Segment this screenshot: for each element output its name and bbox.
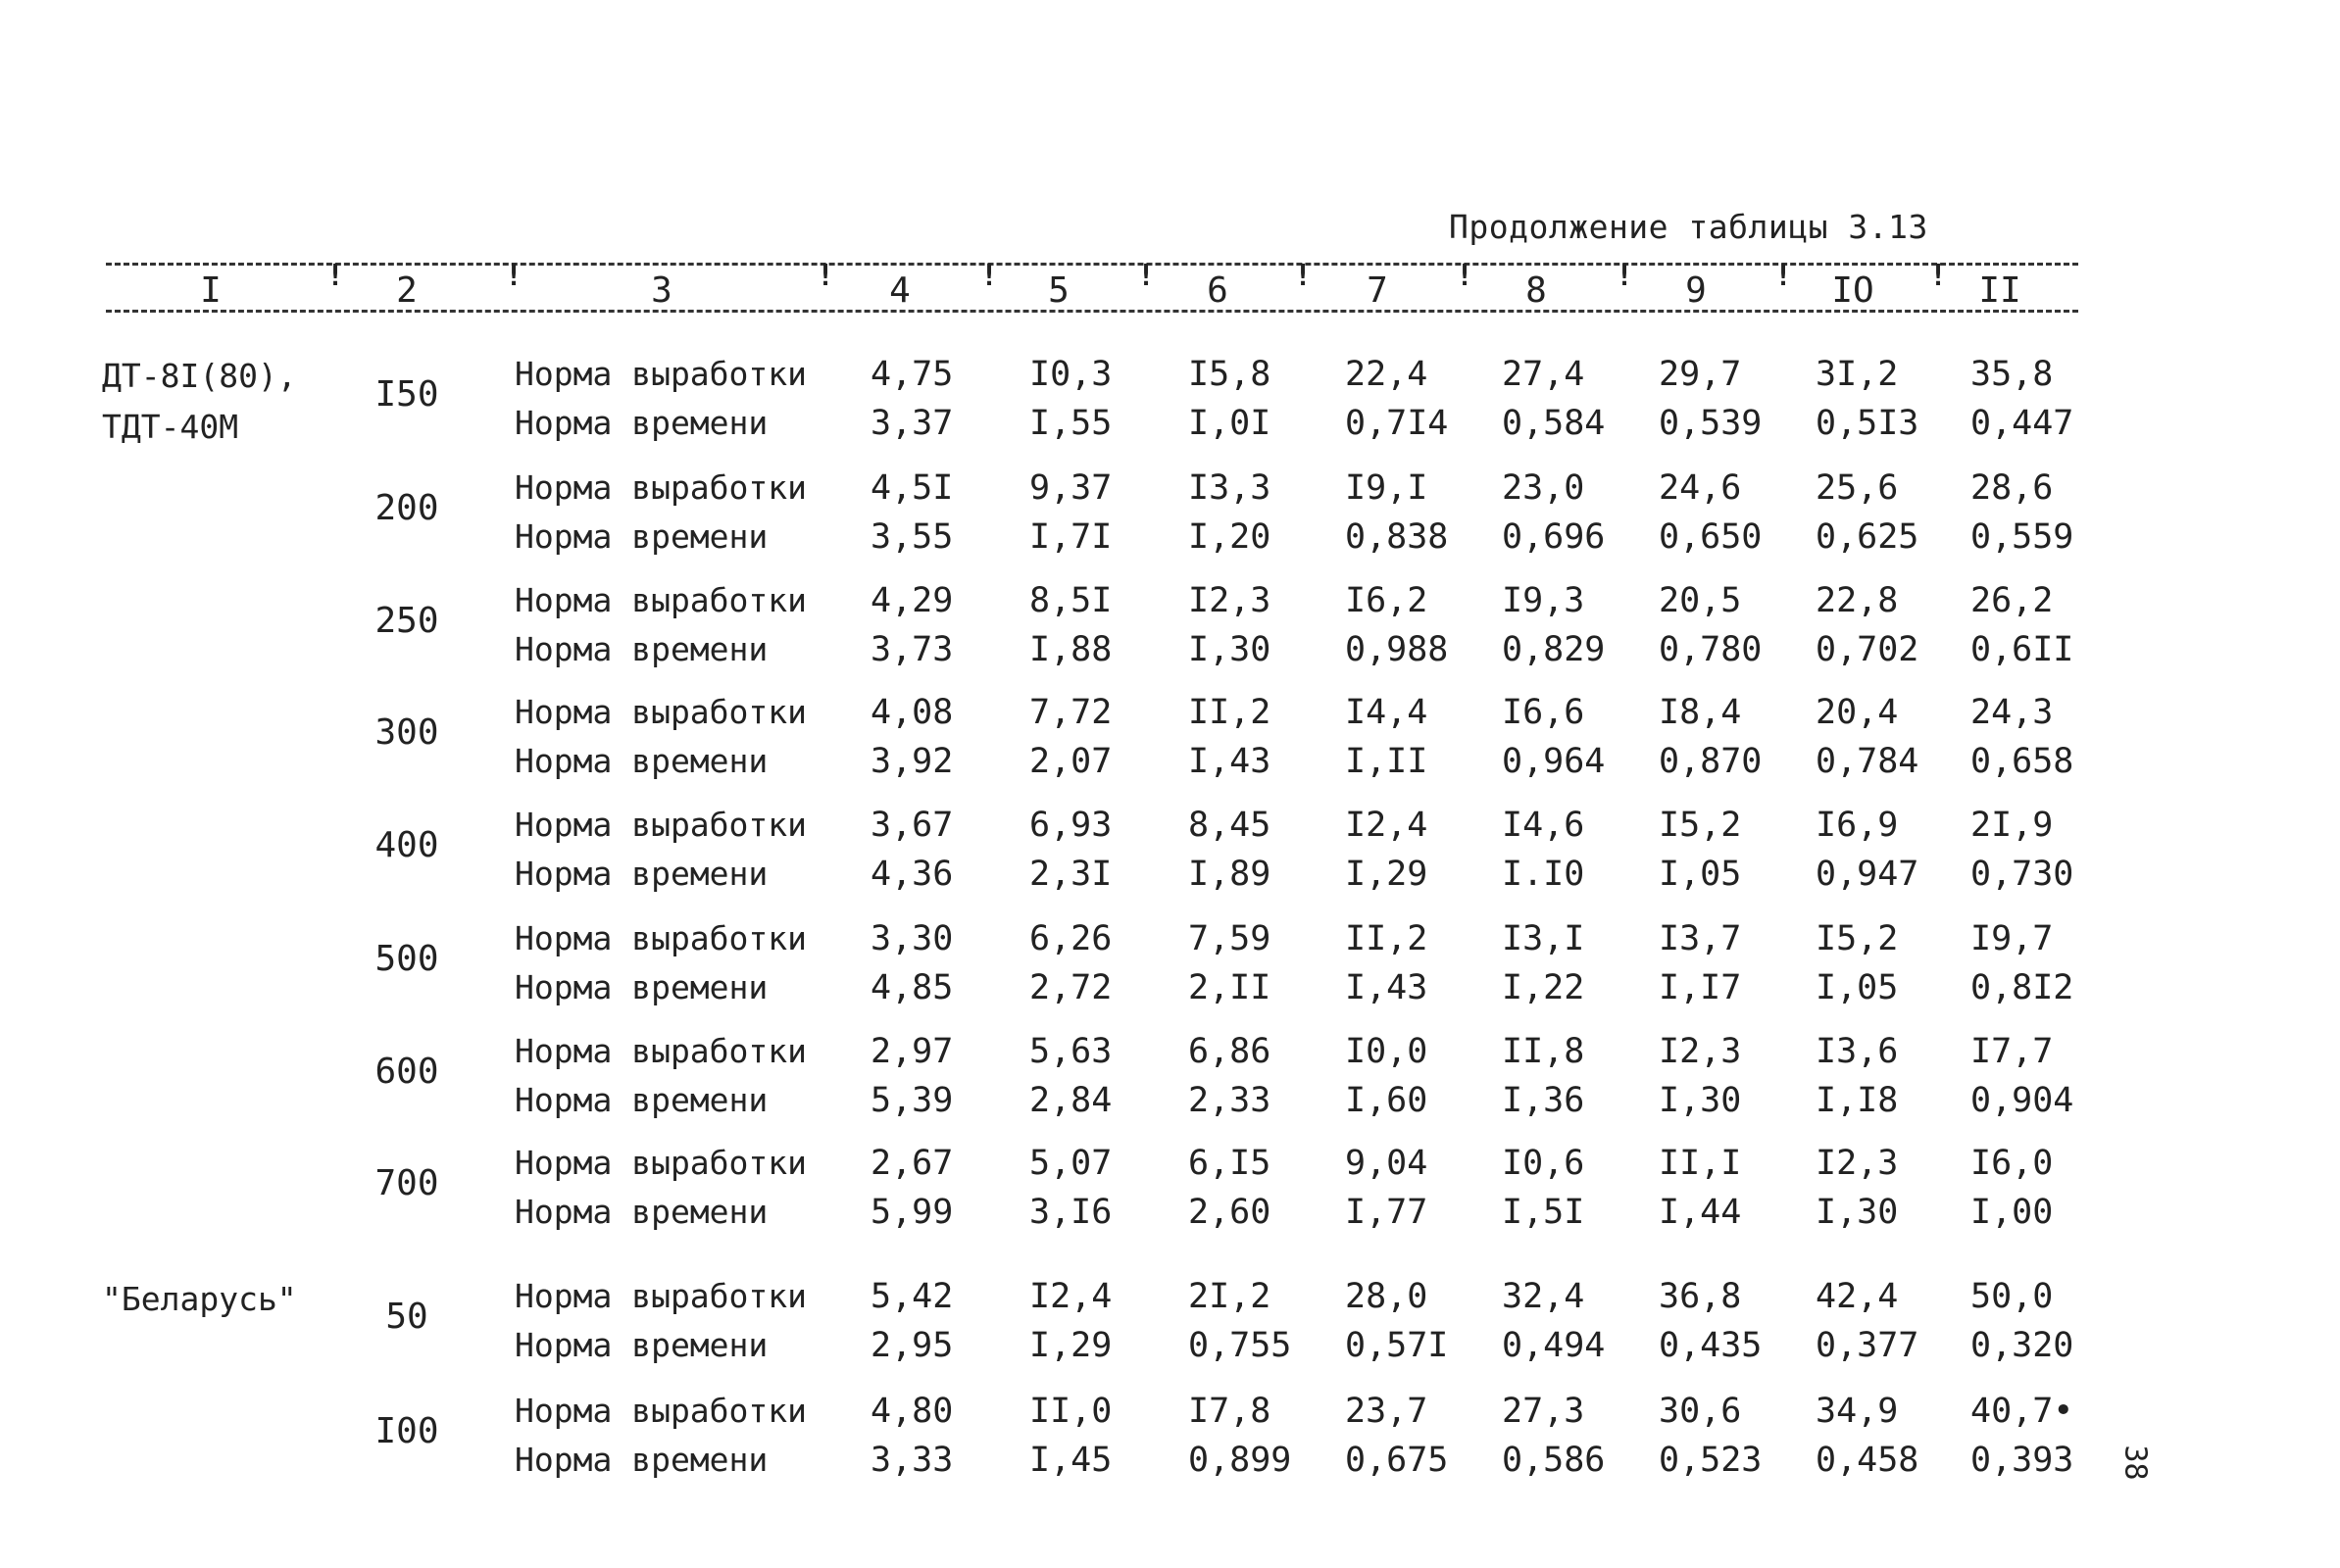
column-header-7: 7 <box>1367 270 1388 311</box>
table-row-group <box>0 806 2340 913</box>
time-norm-cell: 0,5I3 <box>1816 404 1919 443</box>
output-norm-cell: 7,72 <box>1029 693 1113 732</box>
time-norm-cell: 0,829 <box>1502 630 1606 669</box>
time-norm-cell: 0,586 <box>1502 1441 1606 1480</box>
time-norm-label: Норма времени <box>515 1193 769 1231</box>
time-norm-cell: 2,3I <box>1029 855 1113 894</box>
output-norm-cell: I5,2 <box>1659 806 1742 845</box>
output-norm-cell: 5,07 <box>1029 1144 1113 1183</box>
output-norm-cell: 7,59 <box>1188 919 1271 958</box>
output-norm-cell: I2,4 <box>1029 1277 1113 1316</box>
output-norm-cell: I9,7 <box>1970 919 2054 958</box>
time-norm-cell: 2,60 <box>1188 1193 1271 1232</box>
time-norm-label: Норма времени <box>515 742 769 780</box>
output-norm-cell: 24,3 <box>1970 693 2054 732</box>
output-norm-cell: I6,2 <box>1345 581 1428 620</box>
output-norm-cell: I6,9 <box>1816 806 1899 845</box>
output-norm-cell: I7,7 <box>1970 1032 2054 1071</box>
time-norm-cell: 4,85 <box>871 968 954 1007</box>
column-header-4: 4 <box>889 270 911 311</box>
time-norm-cell: 0,899 <box>1188 1441 1292 1480</box>
time-norm-cell: I,30 <box>1816 1193 1899 1232</box>
time-norm-cell: 0,7I4 <box>1345 404 1449 443</box>
column-header-10: IO <box>1831 270 1874 311</box>
output-norm-cell: 2,67 <box>871 1144 954 1183</box>
output-norm-cell: I7,8 <box>1188 1392 1271 1431</box>
output-norm-cell: II,0 <box>1029 1392 1113 1431</box>
time-norm-label: Норма времени <box>515 968 769 1006</box>
time-norm-label: Норма времени <box>515 1326 769 1364</box>
output-norm-cell: 22,4 <box>1345 355 1428 394</box>
table-row-group <box>0 1392 2340 1499</box>
time-norm-cell: 0,539 <box>1659 404 1763 443</box>
output-norm-cell: 9,04 <box>1345 1144 1428 1183</box>
time-norm-cell: I,88 <box>1029 630 1113 669</box>
output-norm-cell: I3,3 <box>1188 468 1271 508</box>
time-norm-cell: 2,II <box>1188 968 1271 1007</box>
time-norm-cell: I,I7 <box>1659 968 1742 1007</box>
time-norm-label: Норма времени <box>515 1441 769 1479</box>
depth-value: I00 <box>374 1411 439 1451</box>
time-norm-cell: 3,92 <box>871 742 954 781</box>
output-norm-label: Норма выработки <box>515 1392 808 1430</box>
output-norm-cell: 3,67 <box>871 806 954 845</box>
time-norm-cell: I,5I <box>1502 1193 1585 1232</box>
table-row-group <box>0 1277 2340 1385</box>
output-norm-cell: 27,4 <box>1502 355 1585 394</box>
time-norm-cell: 0,458 <box>1816 1441 1919 1480</box>
column-separator: ! <box>980 259 999 293</box>
output-norm-cell: 42,4 <box>1816 1277 1899 1316</box>
time-norm-cell: 0,650 <box>1659 517 1763 557</box>
time-norm-cell: I,00 <box>1970 1193 2054 1232</box>
output-norm-cell: 6,I5 <box>1188 1144 1271 1183</box>
table-row-group <box>0 693 2340 801</box>
depth-value: 250 <box>374 601 439 641</box>
column-header-8: 8 <box>1525 270 1547 311</box>
time-norm-label: Норма времени <box>515 1081 769 1119</box>
column-separator: ! <box>1616 259 1634 293</box>
output-norm-cell: 23,0 <box>1502 468 1585 508</box>
time-norm-cell: I,89 <box>1188 855 1271 894</box>
time-norm-label: Норма времени <box>515 404 769 442</box>
column-header-5: 5 <box>1048 270 1070 311</box>
output-norm-cell: 20,4 <box>1816 693 1899 732</box>
table-row-group <box>0 355 2340 463</box>
output-norm-cell: I9,3 <box>1502 581 1585 620</box>
time-norm-cell: 5,99 <box>871 1193 954 1232</box>
time-norm-cell: 0,6II <box>1970 630 2074 669</box>
output-norm-cell: II,2 <box>1345 919 1428 958</box>
output-norm-cell: 3I,2 <box>1816 355 1899 394</box>
output-norm-cell: 6,26 <box>1029 919 1113 958</box>
time-norm-cell: I,29 <box>1345 855 1428 894</box>
output-norm-cell: 2I,9 <box>1970 806 2054 845</box>
time-norm-cell: 0,755 <box>1188 1326 1292 1365</box>
time-norm-cell: I,7I <box>1029 517 1113 557</box>
depth-value: 300 <box>374 712 439 753</box>
time-norm-cell: 2,33 <box>1188 1081 1271 1120</box>
output-norm-cell: 28,0 <box>1345 1277 1428 1316</box>
time-norm-cell: 0,559 <box>1970 517 2074 557</box>
table-row-group <box>0 1144 2340 1251</box>
output-norm-label: Норма выработки <box>515 1277 808 1315</box>
output-norm-cell: 8,45 <box>1188 806 1271 845</box>
time-norm-cell: 0,584 <box>1502 404 1606 443</box>
time-norm-cell: I,I8 <box>1816 1081 1899 1120</box>
output-norm-cell: I6,0 <box>1970 1144 2054 1183</box>
output-norm-cell: 23,7 <box>1345 1392 1428 1431</box>
time-norm-cell: 0,57I <box>1345 1326 1449 1365</box>
table-row-group <box>0 1032 2340 1140</box>
tractor-name-dt81: ДТ-8I(80), ТДТ-40М <box>102 357 297 446</box>
output-norm-cell: I4,4 <box>1345 693 1428 732</box>
output-norm-cell: I4,6 <box>1502 806 1585 845</box>
output-norm-cell: 4,80 <box>871 1392 954 1431</box>
time-norm-cell: 3,33 <box>871 1441 954 1480</box>
depth-value: 50 <box>385 1297 428 1337</box>
time-norm-cell: 0,658 <box>1970 742 2074 781</box>
time-norm-cell: 0,696 <box>1502 517 1606 557</box>
output-norm-cell: I2,3 <box>1659 1032 1742 1071</box>
page-number: 38 <box>2117 1445 2153 1481</box>
output-norm-label: Норма выработки <box>515 1032 808 1070</box>
output-norm-cell: 5,42 <box>871 1277 954 1316</box>
time-norm-cell: I,43 <box>1188 742 1271 781</box>
table-row-group <box>0 581 2340 689</box>
time-norm-cell: 0,8I2 <box>1970 968 2074 1007</box>
time-norm-cell: I,30 <box>1188 630 1271 669</box>
time-norm-cell: 0,904 <box>1970 1081 2074 1120</box>
time-norm-cell: I,55 <box>1029 404 1113 443</box>
time-norm-cell: 0,780 <box>1659 630 1763 669</box>
output-norm-cell: I0,0 <box>1345 1032 1428 1071</box>
time-norm-label: Норма времени <box>515 855 769 893</box>
time-norm-cell: I,30 <box>1659 1081 1742 1120</box>
column-separator: ! <box>326 259 345 293</box>
output-norm-label: Норма выработки <box>515 919 808 957</box>
time-norm-cell: 3,I6 <box>1029 1193 1113 1232</box>
output-norm-cell: 6,93 <box>1029 806 1113 845</box>
output-norm-cell: II,2 <box>1188 693 1271 732</box>
output-norm-cell: 24,6 <box>1659 468 1742 508</box>
time-norm-cell: I,0I <box>1188 404 1271 443</box>
column-separator: ! <box>1774 259 1793 293</box>
output-norm-cell: 28,6 <box>1970 468 2054 508</box>
column-separator: ! <box>1137 259 1156 293</box>
column-separator: ! <box>505 259 523 293</box>
output-norm-cell: 26,2 <box>1970 581 2054 620</box>
time-norm-cell: I,II <box>1345 742 1428 781</box>
time-norm-cell: I,77 <box>1345 1193 1428 1232</box>
output-norm-cell: I3,7 <box>1659 919 1742 958</box>
table-row-group <box>0 919 2340 1027</box>
output-norm-cell: II,I <box>1659 1144 1742 1183</box>
output-norm-cell: 3,30 <box>871 919 954 958</box>
column-separator: ! <box>817 259 835 293</box>
time-norm-cell: 3,37 <box>871 404 954 443</box>
time-norm-cell: 5,39 <box>871 1081 954 1120</box>
output-norm-cell: 29,7 <box>1659 355 1742 394</box>
output-norm-cell: I5,2 <box>1816 919 1899 958</box>
output-norm-cell: 32,4 <box>1502 1277 1585 1316</box>
output-norm-cell: I3,I <box>1502 919 1585 958</box>
column-header-3: 3 <box>651 270 672 311</box>
output-norm-cell: 2I,2 <box>1188 1277 1271 1316</box>
depth-value: I50 <box>374 374 439 415</box>
output-norm-cell: 25,6 <box>1816 468 1899 508</box>
time-norm-cell: 0,447 <box>1970 404 2074 443</box>
output-norm-label: Норма выработки <box>515 806 808 844</box>
time-norm-cell: 0,988 <box>1345 630 1449 669</box>
time-norm-cell: 0,393 <box>1970 1441 2074 1480</box>
output-norm-cell: 36,8 <box>1659 1277 1742 1316</box>
column-separator: ! <box>1456 259 1474 293</box>
time-norm-cell: 0,838 <box>1345 517 1449 557</box>
time-norm-cell: 0,730 <box>1970 855 2074 894</box>
time-norm-cell: 0,320 <box>1970 1326 2074 1365</box>
time-norm-cell: I,45 <box>1029 1441 1113 1480</box>
output-norm-cell: 40,7• <box>1970 1392 2074 1431</box>
output-norm-cell: I0,6 <box>1502 1144 1585 1183</box>
time-norm-cell: I,36 <box>1502 1081 1585 1120</box>
time-norm-cell: I,05 <box>1816 968 1899 1007</box>
time-norm-label: Норма времени <box>515 630 769 668</box>
time-norm-cell: 0,523 <box>1659 1441 1763 1480</box>
output-norm-cell: II,8 <box>1502 1032 1585 1071</box>
output-norm-cell: 35,8 <box>1970 355 2054 394</box>
column-separator: ! <box>1294 259 1313 293</box>
output-norm-cell: I5,8 <box>1188 355 1271 394</box>
output-norm-label: Норма выработки <box>515 355 808 393</box>
time-norm-cell: I,60 <box>1345 1081 1428 1120</box>
time-norm-cell: 0,784 <box>1816 742 1919 781</box>
output-norm-cell: 6,86 <box>1188 1032 1271 1071</box>
output-norm-label: Норма выработки <box>515 1144 808 1182</box>
output-norm-cell: I2,3 <box>1188 581 1271 620</box>
output-norm-cell: 20,5 <box>1659 581 1742 620</box>
time-norm-label: Норма времени <box>515 517 769 556</box>
time-norm-cell: 0,625 <box>1816 517 1919 557</box>
output-norm-label: Норма выработки <box>515 693 808 731</box>
output-norm-cell: 30,6 <box>1659 1392 1742 1431</box>
time-norm-cell: 0,964 <box>1502 742 1606 781</box>
column-header-9: 9 <box>1685 270 1707 311</box>
time-norm-cell: 2,72 <box>1029 968 1113 1007</box>
output-norm-label: Норма выработки <box>515 468 808 507</box>
time-norm-cell: I,05 <box>1659 855 1742 894</box>
table-row-group <box>0 468 2340 576</box>
time-norm-cell: I,44 <box>1659 1193 1742 1232</box>
time-norm-cell: 2,95 <box>871 1326 954 1365</box>
depth-value: 500 <box>374 939 439 979</box>
output-norm-cell: 4,08 <box>871 693 954 732</box>
output-norm-cell: 4,29 <box>871 581 954 620</box>
output-norm-cell: 27,3 <box>1502 1392 1585 1431</box>
table-caption: Продолжение таблицы 3.13 <box>1449 208 1928 246</box>
output-norm-cell: I6,6 <box>1502 693 1585 732</box>
time-norm-cell: I,20 <box>1188 517 1271 557</box>
time-norm-cell: 2,84 <box>1029 1081 1113 1120</box>
time-norm-cell: 3,73 <box>871 630 954 669</box>
output-norm-label: Норма выработки <box>515 581 808 619</box>
time-norm-cell: 0,435 <box>1659 1326 1763 1365</box>
time-norm-cell: I,29 <box>1029 1326 1113 1365</box>
time-norm-cell: I.I0 <box>1502 855 1585 894</box>
tractor-name-belarus: "Беларусь" <box>102 1280 297 1318</box>
column-header-6: 6 <box>1207 270 1228 311</box>
time-norm-cell: 4,36 <box>871 855 954 894</box>
output-norm-cell: 2,97 <box>871 1032 954 1071</box>
time-norm-cell: 0,870 <box>1659 742 1763 781</box>
column-separator: ! <box>1929 259 1948 293</box>
column-header-11: II <box>1978 270 2021 311</box>
output-norm-cell: I2,3 <box>1816 1144 1899 1183</box>
output-norm-cell: 34,9 <box>1816 1392 1899 1431</box>
time-norm-cell: 3,55 <box>871 517 954 557</box>
time-norm-cell: I,22 <box>1502 968 1585 1007</box>
depth-value: 700 <box>374 1163 439 1203</box>
output-norm-cell: 4,75 <box>871 355 954 394</box>
time-norm-cell: 0,702 <box>1816 630 1919 669</box>
time-norm-cell: 0,494 <box>1502 1326 1606 1365</box>
output-norm-cell: I3,6 <box>1816 1032 1899 1071</box>
column-header-2: 2 <box>396 270 418 311</box>
time-norm-cell: 0,947 <box>1816 855 1919 894</box>
time-norm-cell: I,43 <box>1345 968 1428 1007</box>
output-norm-cell: I9,I <box>1345 468 1428 508</box>
column-header-1: I <box>200 270 222 311</box>
output-norm-cell: 50,0 <box>1970 1277 2054 1316</box>
output-norm-cell: I0,3 <box>1029 355 1113 394</box>
output-norm-cell: 4,5I <box>871 468 954 508</box>
depth-value: 200 <box>374 488 439 528</box>
time-norm-cell: 2,07 <box>1029 742 1113 781</box>
output-norm-cell: 5,63 <box>1029 1032 1113 1071</box>
depth-value: 600 <box>374 1052 439 1092</box>
output-norm-cell: 8,5I <box>1029 581 1113 620</box>
output-norm-cell: I2,4 <box>1345 806 1428 845</box>
output-norm-cell: I8,4 <box>1659 693 1742 732</box>
depth-value: 400 <box>374 825 439 865</box>
time-norm-cell: 0,675 <box>1345 1441 1449 1480</box>
output-norm-cell: 9,37 <box>1029 468 1113 508</box>
time-norm-cell: 0,377 <box>1816 1326 1919 1365</box>
output-norm-cell: 22,8 <box>1816 581 1899 620</box>
